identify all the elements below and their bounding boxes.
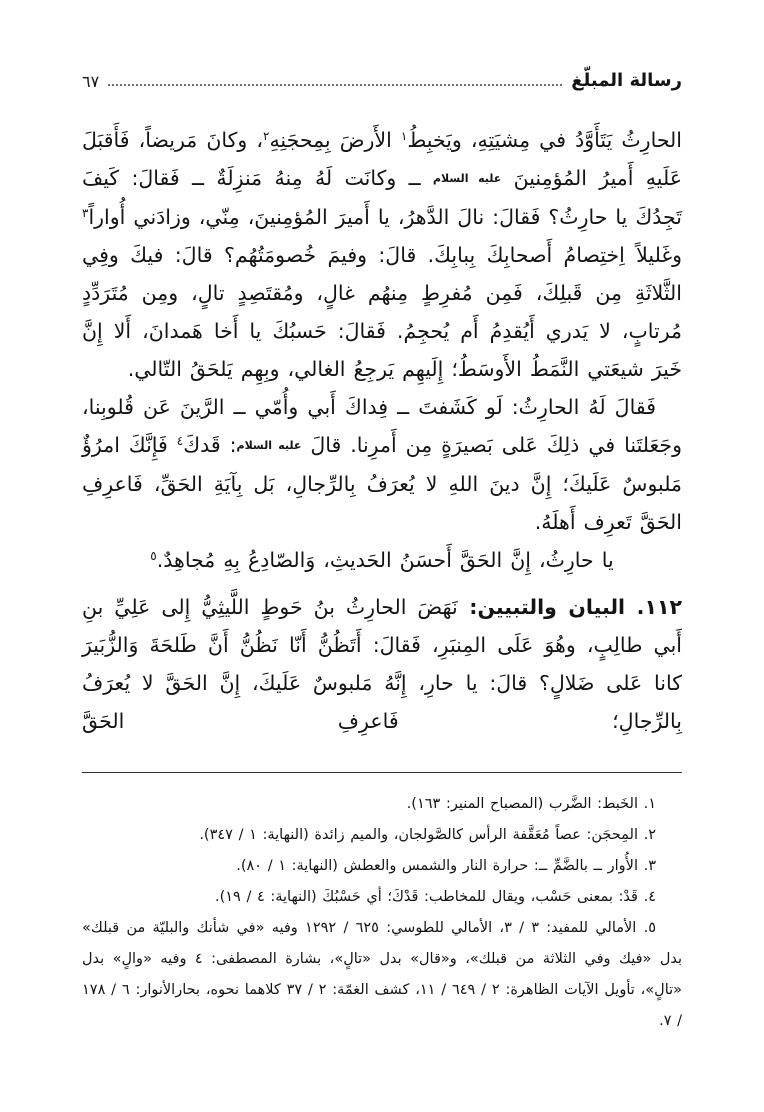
paragraph-entry-112 — [82, 588, 682, 740]
footnote-separator — [82, 772, 682, 773]
header-dotted-leader — [108, 84, 562, 86]
honorific-symbol: عليه السلام — [236, 439, 302, 452]
footnotes — [82, 789, 682, 1037]
entry-number: ١١٢. — [625, 595, 682, 619]
footnote-item — [82, 789, 682, 820]
footnote-marker: ٣ — [82, 206, 89, 220]
body-text — [82, 121, 682, 740]
footnote-marker: ٢ — [262, 129, 270, 143]
footnote-marker: ١ — [400, 129, 408, 143]
text-run: فَإِنَّكَ امرُؤٌ مَلبوسٌ عَلَيكَ؛ إِنَّ دينَ اللهِ لا يُعرَفُ بِالرِّجالِ، بَل بِآيَةِ الحَقِّ، فَاعرِفِ الحَقَّ تَعرِف أَهلَهُ. — [82, 433, 682, 534]
footnote-marker: ٤ — [176, 434, 184, 448]
text-run: الأَرضَ بِمِحجَنِهِ — [269, 128, 401, 152]
source-title: البيان والتبيين: — [457, 595, 626, 619]
footnote-number: ٣. — [643, 858, 656, 874]
text-run: الحارِثُ يَتَأَوَّدُ في مِشيَتِهِ، ويَخبِطُ — [407, 128, 682, 152]
text-run: : قَدكَ — [183, 433, 237, 457]
paragraph-harith-request — [82, 388, 682, 541]
footnote-item — [82, 851, 682, 882]
footnote-item — [82, 913, 682, 1037]
text-run: يا حارِثُ، إِنَّ الحَقَّ أَحسَنُ الحَديثِ، وَالصّادِعُ بِهِ مُجاهِدٌ. — [156, 548, 614, 572]
page-number: ٦٧ — [82, 72, 100, 91]
paragraph-hadith-quote — [82, 541, 682, 579]
paragraph-harith-illness — [82, 121, 682, 388]
footnote-number: ١. — [643, 796, 656, 812]
text-run: فَقالَ لَهُ الحارِثُ: لَو كَشَفتَ ــ فِداكَ أَبي وأُمّي ــ الرَّينَ عَن قُلوبِنا، وجَعَلتَنا في ذلِكَ عَلى بَصيرَةٍ مِن أَمرِنا. قالَ — [82, 395, 683, 457]
text-run: نَهَضَ الحارِثُ بنُ حَوطٍ اللَّيثِيُّ إِلى عَلِيِّ بنِ أَبي طالِبٍ، وهُوَ عَلَى المِنبَرِ، فَقالَ: أَتَظُنُّ أَنّا نَظُنُّ أَنَّ طَلحَةَ وَالزُّبَيرَ كانا عَلى ضَلالٍ؟ قالَ: يا حارِ، إِنَّهُ مَلبوسٌ عَلَيكَ، إِنَّ الحَقَّ لا يُعرَفُ بِالرِّجالِ؛ فَاعرِفِ الحَقَّ — [82, 595, 682, 733]
text-run: وغَليلاً اِختِصامُ أَصحابِكَ بِبابِكَ. قالَ: وفيمَ خُصومَتُهُم؟ قالَ: فيكَ وفِي الثَّلاثَةِ مِن قَبلِكَ، فَمِن مُفرِطٍ مِنهُم غالٍ، ومُقتَصِدٍ تالٍ، ومِن مُتَرَدِّدٍ مُرتابٍ، لا يَدري أَيُقدِمُ أَم يُحجِمُ. فَقالَ: حَسبُكَ يا أَخا هَمدانَ، أَلا إِنَّ خَيرَ شيعَتي النَّمَطُ الأَوسَطُ؛ إِلَيهِم يَرجِعُ الغالي، وبِهِم يَلحَقُ التّالي. — [82, 243, 682, 381]
footnote-number: ٢. — [643, 827, 656, 843]
footnote-marker: ٥ — [150, 549, 157, 563]
text-run: ــ وكانَت لَهُ مِنهُ مَنزِلَةٌ ــ فَقالَ: كَيفَ تَجِدُكَ يا حارِثُ؟ فَقالَ: نالَ الدَّهرُ، يا أَميرَ المُؤمِنينَ، مِنّي، وزادَني أُواراً — [82, 166, 682, 229]
footnote-number: ٥. — [643, 920, 656, 936]
text-run: ، وكانَ مَريضاً، فَأَقبَلَ عَلَيهِ أَميرُ المُؤمِنينَ — [82, 128, 682, 190]
footnote-text: المِحجَن: عصاً مُعَقَّفة الرأس كالصَّولجان، والميم زائدة (النهاية: ١ / ٣٤٧). — [199, 827, 644, 843]
footnote-number: ٤. — [643, 889, 656, 905]
footnote-item — [82, 820, 682, 851]
footnote-text: الأمالي للمفيد: ٣ / ٣، الأمالي للطوسي: ٦٢٥ / ١٢٩٢ وفيه «في شأنك والبليّة من قبلك» بدل «فيك وفي الثلاثة من قبلك»، و«قال» بدل «تالٍ»، بشارة المصطفى: ٤ وفيه «والٍ» بدل «تالٍ»، تأويل الآيات الظاهرة: ٢ / ٦٤٩ / ١١، كشف الغمّة: ٢ / ٣٧ كلاهما نحوه، بحارالأنوار: ٦ / ١٧٨ / ٧. — [82, 920, 683, 1029]
footnote-text: الخَبط: الضَّرب (المصباح المنير: ١٦٣). — [406, 796, 644, 812]
honorific-symbol: عليه السلام — [432, 172, 502, 185]
footnote-item — [82, 882, 682, 913]
content-area — [82, 70, 682, 1037]
footnote-text: الأُوار ــ بالضَّمِّ ــ: حرارة النار والشمس والعطش (النهاية: ١ / ٨٠). — [236, 858, 644, 874]
header-book-title: رسالة المبلّغ — [571, 70, 682, 91]
footnote-text: قَدْ: بمعنى حَسْب، ويقال للمخاطب: قَدْكَ؛ أي حَسْبُكَ (النهاية: ٤ / ١٩). — [214, 889, 644, 905]
running-header — [82, 70, 682, 91]
